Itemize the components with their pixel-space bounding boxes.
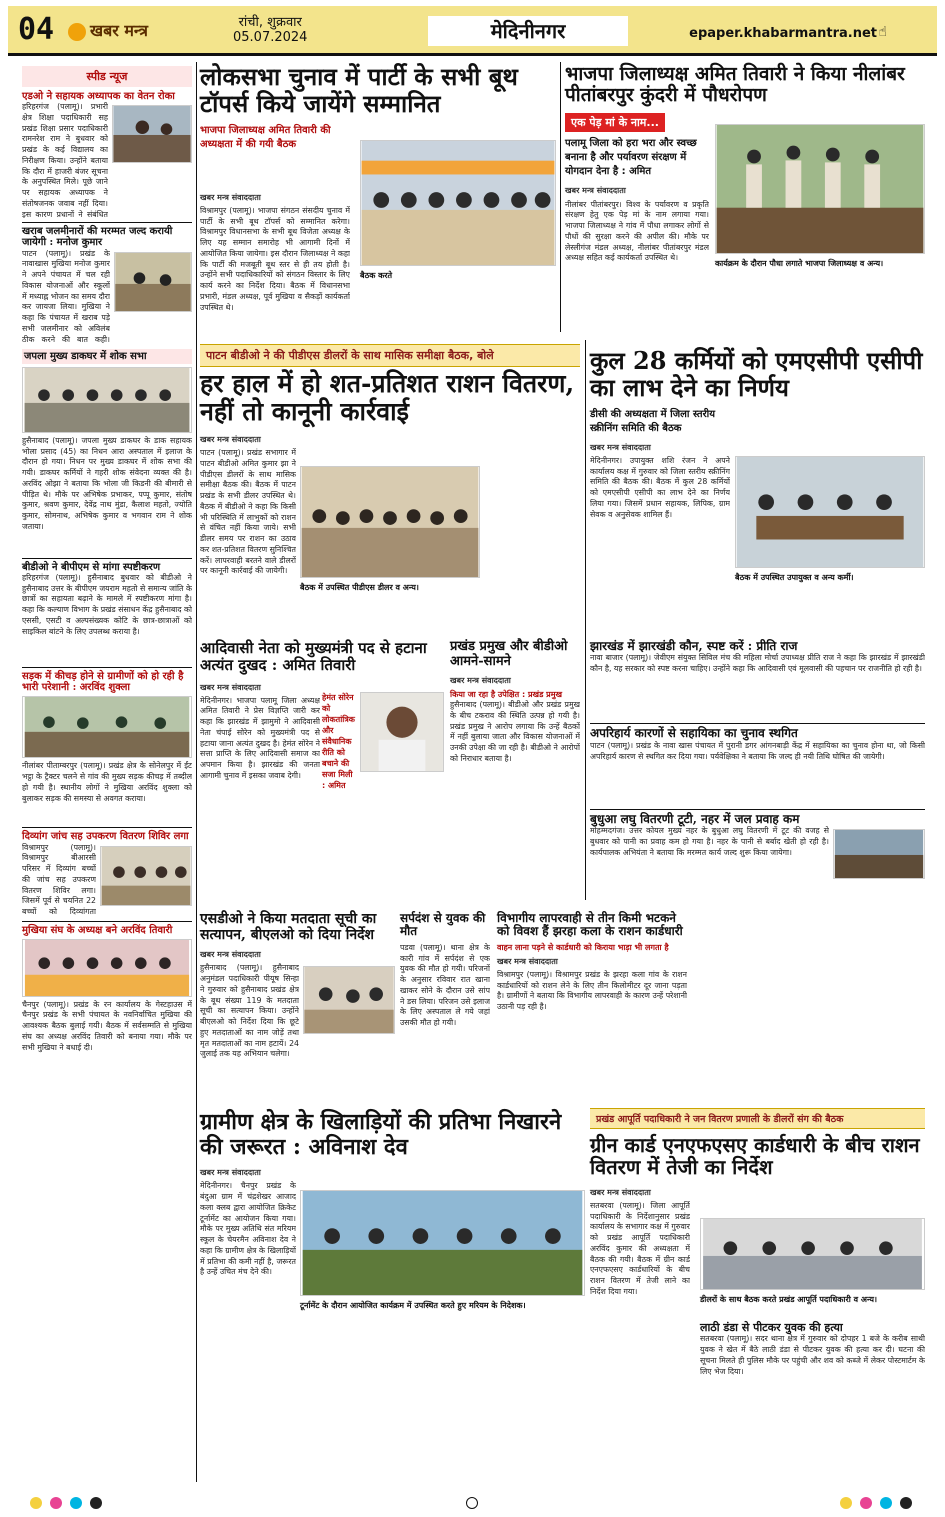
story-5-photo [22,696,192,758]
card-sub: वाहन लाना पड़ने से कार्डधारी को किराया भाड़ा भी लगता है [497,942,669,952]
tribal-title: आदिवासी नेता को मुख्यमंत्री पद से हटाना अत्यंत दुखद : अमित तिवारी [200,639,427,674]
ration-body: पाटन (पलामू)। प्रखंड सभागार में पाटन बीडीओ अमित कुमार झा ने पीडीएस डीलरों के साथ मासिक समीक्षा बैठक की। बैठक में पाटन प्रखंड के सभी डीलर उपस्थित थे। बैठक में बीडीओ ने कहा कि किसी भी परिस्थिति में लाभुकों को राशन से वंचित नहीं किया जाये। सभी डीलर समय पर राशन का उठाव कर शत-प्रतिशत वितरण सुनिश्चित करें। लापरवाही बरतने वाले डीलरों पर कानूनी कार्रवाई की जायेगी। [200,448,296,576]
sdo-photo [303,966,395,1034]
page-number: 04 [18,12,55,47]
green-card-title: ग्रीन कार्ड एनएफएसए कार्डधारी के बीच राशन वितरण में तेजी का निर्देश [590,1133,920,1180]
registration-mark-icon [466,1497,478,1509]
canal-body: मोहम्मदगंज। उत्तर कोयल मुख्य नहर के बुधुआ लघु वितरणी में टूट की वजह से बुधवार को पानी का प्रवाह कम हो गया है। नहर के पानी से बर्बाद खेती हो रही है। कार्यपालक अभियंता ने बताया कि मरम्मत कार्य जल्द शुरू किया जायेगा। [590,826,829,857]
canal-title: बुधुआ लघु वितरणी टूटी, नहर में जल प्रवाह कम [590,809,925,826]
sdo-body: हुसैनाबाद (पलामू)। हुसैनाबाद अनुमंडल पदाधिकारी पीयूष सिन्हा ने गुरुवार को हुसैनाबाद प्रखंड क्षेत्र के बूथ संख्या 119 के मतदाता सूची का सत्यापन किया। उन्होंने बीएलओ को निर्देश दिया कि छूटे हुए मतदाताओं का नाम जोड़ें तथा मृत मतदाताओं का नाम हटायें। 24 जुलाई तक यह अभियान चलेगा। [200,963,299,1059]
plantation-byline: खबर मन्त्र संवाददाता [565,185,626,195]
logo [68,19,148,41]
booth-toppers-sub: भाजपा जिलाध्यक्ष अमित तिवारी की अध्यक्षता में की गयी बैठक [200,124,331,150]
column-rule-mid [585,340,586,900]
story-plantation [565,64,925,304]
story-2-body: पाटन (पलामू)। प्रखंड के नावाखास मुखिया मनोज कुमार ने अपने पंचायत में चल रही विकास योजनाओं और स्कूलों में मध्याह्न भोजन का समय दौरा कर जायजा लिया। मुखिया ने कहा कि पंचायत में खराब पड़े सभी जलमीनार को अविलंब ठीक करने की बात कही। [22,248,110,344]
macp-photo [735,456,925,568]
snake-body: पडवा (पलामू)। थाना क्षेत्र के कारी गांव में सर्पदंश से एक युवक की मौत हो गयी। परिजनों के अनुसार रविवार रात खाना खाकर सोने के दौरान उसे सांप ने डस लिया। परिजन उसे इलाज के लिए अस्पताल ले गये जहां उसकी मौत हो गयी। [400,942,490,1028]
story-1-body: हरिहरगंज (पलामू)। प्रभारी क्षेत्र शिक्षा पदाधिकारी सह प्रखंड शिक्षा प्रसार पदाधिकारी रामनरेश राम ने बुधवार को प्रखंड के कई विद्यालय का निरीक्षण किया। उन्होंने बताया कि दौरा में हाजरी बंजर सूचना के अनुपस्थित मिले। पूछे जाने पर सहायक अध्यापक ने संतोषजनक जवाब नहीं दिया। इस कारण प्रधानों ने संबंधित [22,102,108,219]
story-snake [400,912,490,1111]
footer-dot-icon [50,1497,62,1509]
story-3-photo [22,367,192,433]
story-6-body: विश्रामपुर (पलामू)। विश्रामपुर बीआरसी परिसर में दिव्यांग बच्चों की जांच सह उपकरण वितरण शिविर लगा। जिसमें पूर्व से चयनित 22 बच्चों को दिव्यांगता [22,842,96,916]
plantation-quote: पलामू जिला को हरा भरा और स्वच्छ बनाना है और पर्यावरण संरक्षण में योगदान देना है : अमित [565,137,697,177]
sahayika-body: पाटन (पलामू)। प्रखंड के नावा खास पंचायत में पुरानी डगर आंगनबाड़ी केंद्र में सहायिका का चुनाव होना था, जो किसी अपरिहार्य कारण से स्थगित कर दिया गया। पर्यवेक्षिका ने बताया कि जल्द ही नयी तिथि घोषित की जायेगी। [590,740,925,761]
ration-title: हर हाल में हो शत-प्रतिशत राशन वितरण, नहीं तो कानूनी कार्रवाई [200,369,575,426]
story-5-title: सड़क में कीचड़ होने से ग्रामीणों को हो रही है भारी परेशानी : अरविंद शुक्ला [22,667,192,693]
story-6-title: दिव्यांग जांच सह उपकरण वितरण शिविर लगा [22,827,192,842]
story-2-photo [114,252,192,312]
booth-toppers-body: विश्रामपुर (पलामू)। भाजपा संगठन संसदीय चुनाव में पार्टी के सभी बूथ टॉपर्स को सम्मानित करेगा। विश्रामपुर विधानसभा के सभी बूथ विजेता अध्यक्ष के लिए यह सम्मान समारोह भी आगामी दिनों में आयोजित किया जायेगा। इस दौरान जिलाध्यक्ष ने कहा कि पार्टी की मजबूती बूथ स्तर से ही तय होती है। उन्होंने सभी पदाधिकारियों को संगठन विस्तार के लिए कार्य करने का निर्देश दिया। बैठक में विधानसभा प्रभारी, मंडल अध्यक्ष, पूर्व मुखिया व सैकड़ों कार्यकर्ता उपस्थित थे। [200,205,350,312]
masthead [8,6,937,56]
tribal-byline: खबर मन्त्र संवाददाता [200,682,261,692]
story-booth-toppers [200,64,556,334]
story-ration-card [497,912,687,1102]
date: 05.07.2024 [233,30,308,45]
story-tribal [200,640,445,872]
speed-news-header: स्पीड न्यूज [22,66,192,87]
macp-byline: खबर मन्त्र संवाददाता [590,442,651,452]
story-6-photo [100,846,192,906]
plantation-photo [715,124,925,254]
macp-sub: डीसी की अध्यक्षता में जिला स्तरीय स्क्रीनिंग समिति की बैठक [590,408,716,434]
story-lathi [700,1322,925,1464]
story-3-body: हुसैनाबाद (पलामू)। जपला मुख्य डाकघर के डाक सहायक भोला प्रसाद (45) का निधन आरा अस्पताल में इलाज के दौरान हो गया। निधन पर मुख्य डाकघर में शोक सभा की गयी। डाकघर कर्मियों ने गहरी शोक संवेदना व्यक्त की है। अरविंद ओझा ने बताया कि भोला जी किडनी की बीमारी से पीड़ित थे। मौके पर अभिषेक प्रभाकर, पप्पू कुमार, संतोष कुमार, श्रवण कुमार, देवेंद्र नाथ मुंडा, कैलाश महतो, ज्योति कुमार, सोमनाथ, अभिषेक कुमार व भगवान राम ने शोक जताया। [22,435,192,531]
players-byline: खबर मन्त्र संवाददाता [200,1168,261,1178]
column-rule-top [560,62,561,332]
ration-caption: बैठक में उपस्थित पीडीएस डीलर व अन्य। [300,583,419,592]
footer-dot-icon [30,1497,42,1509]
site-url[interactable]: epaper.khabarmantra.net [689,26,877,41]
footer-dot-icon [90,1497,102,1509]
story-1-photo [112,105,192,163]
footer-dot-icon [900,1497,912,1509]
ration-kicker: पाटन बीडीओ ने की पीडीएस डीलरों के साथ मासिक समीक्षा बैठक, बोले [200,344,580,367]
green-card-photo [700,1218,925,1290]
macp-title: कुल 28 कर्मियों को एमएसीपी एसीपी का लाभ देने का निर्णय [590,346,923,402]
tribal-body: मेदिनीनगर। भाजपा पलामू जिला अध्यक्ष अमित तिवारी ने प्रेस विज्ञप्ति जारी कर कहा कि झारखंड में झामुमो ने आदिवासी नेता चंपाई सोरेन को मुख्यमंत्री पद से हटाया जाना अत्यंत दुखद है। हेमंत सोरेन ने सत्ता प्राप्ति के लिए आदिवासी समाज का अपमान किया है। झारखंड की जनता आगामी चुनाव में इसका जवाब देगी। [200,695,320,780]
story-bdo [450,640,580,850]
players-body: मेदिनीनगर। चैनपुर प्रखंड के बंदुआ ग्राम में चंद्रशेखर आजाद कला क्लब द्वारा आयोजित क्रिकेट टूर्नामेंट का आयोजन किया गया। मौके पर मुख्य अतिथि संत मरियम स्कूल के चेयरमैन अविनाश देव ने कहा कि ग्रामीण क्षेत्र के खिलाड़ियों में प्रतिभा की कमी नहीं है, जरूरत है उन्हें उचित मंच देने की। [200,1181,296,1277]
story-macp [590,346,925,582]
left-column [22,66,192,1066]
booth-toppers-title: लोकसभा चुनाव में पार्टी के सभी बूथ टॉपर्स किये जायेंगे सम्मानित [200,62,518,118]
story-4-body: हरिहरगंज (पलामू)। हुसैनाबाद बुधवार को बीडीओ ने हुसैनाबाद उत्तर के बीपीएम जयराम महतो से समान्य जांति के छात्रों का सहायता बढ़ाने के मामले में स्पष्टीकरण मांगा है। कहा कि कल्याण विभाग के प्रखंड संसाधन केंद्र हुसैनाबाद को एससी, एसटी व अल्पसंख्यक कोटि के छात्र-छात्राओं को साइकिल बांटने के लिए उपलब्ध कराया है। [22,572,192,636]
jharkhandi-body: नावा बाजार (पलामू)। जेवीएम संयुक्त सिविल मंच की महिला मोर्चा उपाध्यक्ष प्रीति राज ने कहा कि झारखंड में झारखंडी कौन है, यह सरकार को स्पष्ट करना चाहिए। उन्होंने कहा कि आदिवासी एवं मूलवासी की पहचान पर राजनीति हो रही है। [590,653,925,674]
sahayika-title: अपरिहार्य कारणों से सहायिका का चुनाव स्थगित [590,723,925,740]
sdo-byline: खबर मन्त्र संवाददाता [200,950,261,960]
booth-toppers-byline: खबर मन्त्र संवाददाता [200,192,261,202]
bdo-body: हुसैनाबाद (पलामू)। बीडीओ और प्रखंड प्रमुख के बीच टकराव की स्थिति उत्पन्न हो गयी है। प्रखंड प्रमुख ने आरोप लगाया कि उन्हें बैठकों में नहीं बुलाया जाता और विकास योजनाओं में उनकी उपेक्षा की जा रही है। बीडीओ ने आरोपों को निराधार बताया है। [450,700,580,763]
edition-name: मेदिनीनगर [428,16,628,46]
dateline [233,12,307,45]
card-title: विभागीय लापरवाही से तीन किमी भटकने को विवश हैं झरहा कला के राशन कार्डधारी [497,911,683,939]
green-card-kicker: प्रखंड आपूर्ति पदाधिकारी ने जन वितरण प्रणाली के डीलरों संग की बैठक [590,1108,925,1129]
story-5-body: नीलांबर पीताम्बरपुर (पलामू)। प्रखंड क्षेत्र के सोनेलपुर में ईंट भट्ठा के ट्रैक्टर चलने से गांव की मुख्य सड़क कीचड़ में तब्दील हो गयी है। स्थानीय लोगों ने मुखिया अरविंद शुक्ला को बुलाकर सड़क की समस्या से अवगत कराया। [22,761,192,803]
players-title: ग्रामीण क्षेत्र के खिलाड़ियों की प्रतिभा निखारने की जरूरत : अविनाश देव [200,1109,562,1160]
tribal-photo [360,692,444,772]
story-1-title: एडओ ने सहायक अध्यापक का वेतन रोका [22,91,175,102]
green-card-byline: खबर मन्त्र संवाददाता [590,1187,651,1197]
story-7-title: मुखिया संघ के अध्यक्ष बने अरविंद तिवारी [22,921,192,936]
city-day: रांची, शुक्रवार [238,15,302,30]
story-ration [200,370,580,626]
story-2-title: खराब जलमीनारों की मरम्मत जल्द करायी जायेगी : मनोज कुमार [22,222,192,248]
bdo-quote: किया जा रहा है उपेक्षित : प्रखंड प्रमुख [450,690,563,700]
jharkhandi-title: झारखंड में झारखंडी कौन, स्पष्ट करें : प्रीति राज [590,639,798,653]
logo-mark-icon [68,23,86,41]
bdo-title: प्रखंड प्रमुख और बीडीओ आमने-सामने [450,639,568,669]
card-byline: खबर मन्त्र संवाददाता [497,956,558,966]
footer-dot-icon [880,1497,892,1509]
right-mid-column [590,640,925,896]
story-4-title: बीडीओ ने बीपीएम से मांगा स्पष्टीकरण [22,558,192,573]
plantation-title: भाजपा जिलाध्यक्ष अमित तिवारी ने किया नीलांबर पीतांबरपुर कुंदरी में पौधरोपण [565,63,905,107]
bdo-byline: खबर मन्त्र संवाददाता [450,676,511,686]
canal-photo [833,829,925,879]
macp-body: मेदिनीनगर। उपायुक्त शशि रंजन ने अपने कार्यालय कक्ष में गुरुवार को जिला स्तरीय स्क्रीनिंग समिति की बैठक की। बैठक में कुल 28 कर्मियों को एमएसीपी एसीपी का लाभ देने का निर्णय लिया गया। जिसमें प्रधान सहायक, लिपिक, ग्राम सेवक व अनुसेवक शामिल हैं। [590,455,730,519]
ration-byline: खबर मन्त्र संवाददाता [200,435,261,444]
story-7-photo [22,939,192,997]
footer-dot-icon [840,1497,852,1509]
story-3-title: जपला मुख्य डाकघर में शोक सभा [22,349,192,364]
lathi-body: सतबरवा (पलामू)। सदर थाना क्षेत्र में गुरुवार को दोपहर 1 बजे के करीब साथी युवक ने खेत में बैठे लाठी डंडा से पीटकर युवक की हत्या कर दी। घटना की सूचना मिलते ही पुलिस मौके पर पहुंची और शव को कब्जे में लेकर पोस्टमार्टम के लिए भेज दिया। [700,1334,925,1376]
snake-title: सर्पदंश से युवक की मौत [400,911,486,939]
plantation-kicker: एक पेड़ मां के नाम... [565,113,665,132]
booth-toppers-photo [360,140,556,266]
players-caption: टूर्नामेंट के दौरान आयोजित कार्यक्रम में उपस्थित करते हुए मरियम के निदेशक। [300,1301,526,1310]
sdo-title: एसडीओ ने किया मतदाता सूची का सत्यापन, बीएलओ को दिया निर्देश [200,911,377,943]
green-card-caption: डीलरों के साथ बैठक करते प्रखंड आपूर्ति पदाधिकारी व अन्य। [700,1295,877,1304]
players-photo [300,1190,585,1296]
pointer-icon: ☝ [878,24,887,40]
tribal-quote: हेमंत सोरेन को लोकतांत्रिक और संवैधानिक रीति को बचाने की सजा मिली : अमित [322,693,355,790]
card-body: विश्रामपुर (पलामू)। विश्रामपुर प्रखंड के झरहा कला गांव के राशन कार्डधारियों को राशन लेने के लिए तीन किलोमीटर दूर जाना पड़ता है। ग्रामीणों ने बताया कि विभागीय लापरवाही के कारण उन्हें परेशानी उठानी पड़ रही है। [497,969,687,1012]
logo-text: खबर मन्त्र [90,21,148,40]
plantation-body: नीलांबर पीतांबरपुर। विश्व के पर्यावरण व प्रकृति संरक्षण हेतु एक पेड़ मां के नाम लगाया गया। भाजपा जिलाध्यक्ष ने गांव में पौधा लगाकर लोगों से पौधों की सुरक्षा करने की अपील की। मौके पर लेस्लीगंज मंडल अध्यक्ष, नीलांबर पीतांबरपुर मंडल अध्यक्ष सहित कई कार्यकर्ता उपस्थित थे। [565,199,709,263]
footer-dot-icon [860,1497,872,1509]
story-players [200,1110,585,1371]
macp-caption: बैठक में उपस्थित उपायुक्त व अन्य कर्मी। [735,573,854,582]
green-card-body: सतबरवा (पलामू)। जिला आपूर्ति पदाधिकारी के निर्देशानुसार प्रखंड कार्यालय के सभागार कक्ष में गुरुवार को प्रखंड आपूर्ति पदाधिकारी अरविंद कुमार की अध्यक्षता में बैठक की गयी। बैठक में ग्रीन कार्ड एनएफएसए कार्डधारियों के बीच राशन वितरण में तेजी लाने का निर्देश दिया गया। [590,1200,690,1296]
story-7-body: चैनपुर (पलामू)। प्रखंड के रन कार्यालय के गेस्टहाउस में चैनपुर प्रखंड के सभी पंचायत के नवनिर्वाचित मुखिया की आवश्यक बैठक बुलाई गयी। बैठक में सर्वसम्मति से मुखिया संघ का अध्यक्ष अरविंद तिवारी को बनाया गया। मौके पर सभी मुखिया ने बधाई दी। [22,999,192,1052]
ration-photo [300,466,480,578]
lathi-title: लाठी डंडा से पीटकर युवक की हत्या [700,1321,843,1334]
story-sdo [200,912,395,1105]
plantation-caption: कार्यक्रम के दौरान पौधा लगाते भाजपा जिलाध्यक्ष व अन्य। [715,259,884,268]
footer-dot-icon [70,1497,82,1509]
column-rule-left [196,62,197,1482]
booth-toppers-caption: बैठक करते [360,271,393,280]
footer-registration [0,1487,945,1517]
